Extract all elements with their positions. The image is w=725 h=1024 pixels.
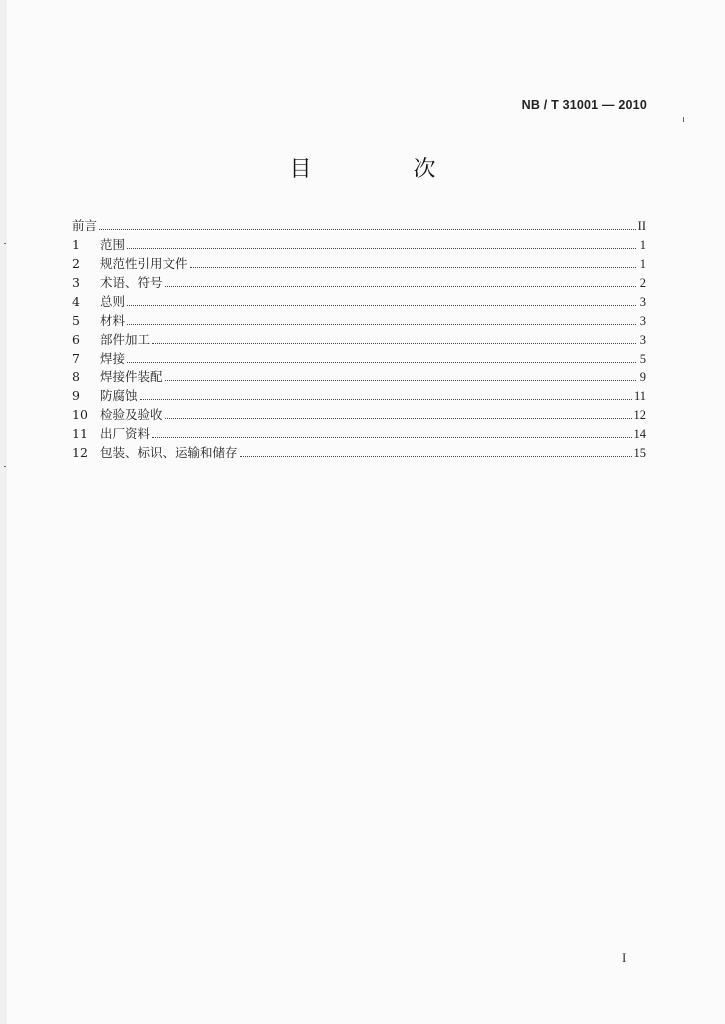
toc-label: 焊接件装配 xyxy=(100,369,163,385)
toc-number: 3 xyxy=(72,274,80,290)
toc-leader-dots xyxy=(240,456,632,457)
toc-leader-dots xyxy=(165,380,636,381)
scan-speck xyxy=(4,466,6,467)
toc-page-number: 5 xyxy=(639,351,646,366)
toc-number: 8 xyxy=(72,369,80,385)
toc-entry-2[interactable] xyxy=(72,254,646,273)
toc-label: 前言 xyxy=(72,217,98,233)
toc-number: 10 xyxy=(72,407,88,423)
toc-page-number: II xyxy=(637,218,646,233)
toc-leader-dots xyxy=(127,305,636,306)
toc-number: 9 xyxy=(72,388,80,404)
toc-page-number: 12 xyxy=(633,408,646,423)
toc-page-number: 1 xyxy=(639,237,646,252)
toc-number: 2 xyxy=(72,255,80,271)
toc-entry-11[interactable] xyxy=(72,424,646,443)
toc-label: 检验及验收 xyxy=(100,407,163,423)
toc-page-number: 3 xyxy=(639,332,646,347)
toc-label: 材料 xyxy=(100,312,126,328)
toc-page-number: 1 xyxy=(639,256,646,271)
standard-code: NB / T 31001 — 2010 xyxy=(521,98,647,112)
toc-leader-dots xyxy=(127,324,636,325)
scan-speck xyxy=(4,243,6,244)
toc-page-number: 2 xyxy=(639,275,646,290)
toc-entry-6[interactable] xyxy=(72,330,646,349)
toc-entry-10[interactable] xyxy=(72,405,646,424)
toc-leader-dots xyxy=(190,267,636,268)
toc-number: 11 xyxy=(72,426,88,442)
toc-label: 术语、符号 xyxy=(100,274,163,290)
toc-page-number: 14 xyxy=(633,427,646,442)
toc-number: 12 xyxy=(72,445,88,461)
toc-label: 规范性引用文件 xyxy=(100,255,188,271)
toc-label: 部件加工 xyxy=(100,331,151,347)
toc-number: 4 xyxy=(72,293,80,309)
toc-page-number: 15 xyxy=(633,446,646,461)
toc-number: 7 xyxy=(72,350,80,366)
toc-number: 1 xyxy=(72,236,80,252)
toc-page-number: 9 xyxy=(639,370,646,385)
toc-leader-dots xyxy=(127,248,636,249)
toc-number: 5 xyxy=(72,312,80,328)
toc-label: 范围 xyxy=(100,236,126,252)
toc-label: 焊接 xyxy=(100,350,126,366)
toc-page-number: 3 xyxy=(639,294,646,309)
page-title: 目 次 xyxy=(289,157,476,182)
toc-leader-dots xyxy=(99,229,636,230)
toc-entry-1[interactable] xyxy=(72,235,646,254)
page-number: I xyxy=(622,950,627,965)
toc-leader-dots xyxy=(140,399,632,400)
toc-entry-4[interactable] xyxy=(72,292,646,311)
toc-label: 总则 xyxy=(100,293,126,309)
toc-leader-dots xyxy=(152,343,636,344)
table-of-contents xyxy=(72,216,646,462)
toc-page-number: 11 xyxy=(633,389,646,404)
toc-label: 防腐蚀 xyxy=(100,388,138,404)
scan-speck xyxy=(683,117,684,122)
toc-entry-preface[interactable] xyxy=(72,216,646,235)
toc-number: 6 xyxy=(72,331,80,347)
toc-leader-dots xyxy=(165,286,636,287)
toc-leader-dots xyxy=(152,437,631,438)
toc-leader-dots xyxy=(165,418,632,419)
toc-entry-12[interactable] xyxy=(72,443,646,462)
toc-leader-dots xyxy=(127,362,636,363)
toc-entry-3[interactable] xyxy=(72,273,646,292)
toc-entry-9[interactable] xyxy=(72,386,646,405)
toc-entry-8[interactable] xyxy=(72,368,646,387)
toc-label: 出厂资料 xyxy=(100,426,151,442)
toc-page-number: 3 xyxy=(639,313,646,328)
toc-label: 包装、标识、运输和储存 xyxy=(100,445,238,461)
toc-entry-7[interactable] xyxy=(72,349,646,368)
toc-entry-5[interactable] xyxy=(72,311,646,330)
